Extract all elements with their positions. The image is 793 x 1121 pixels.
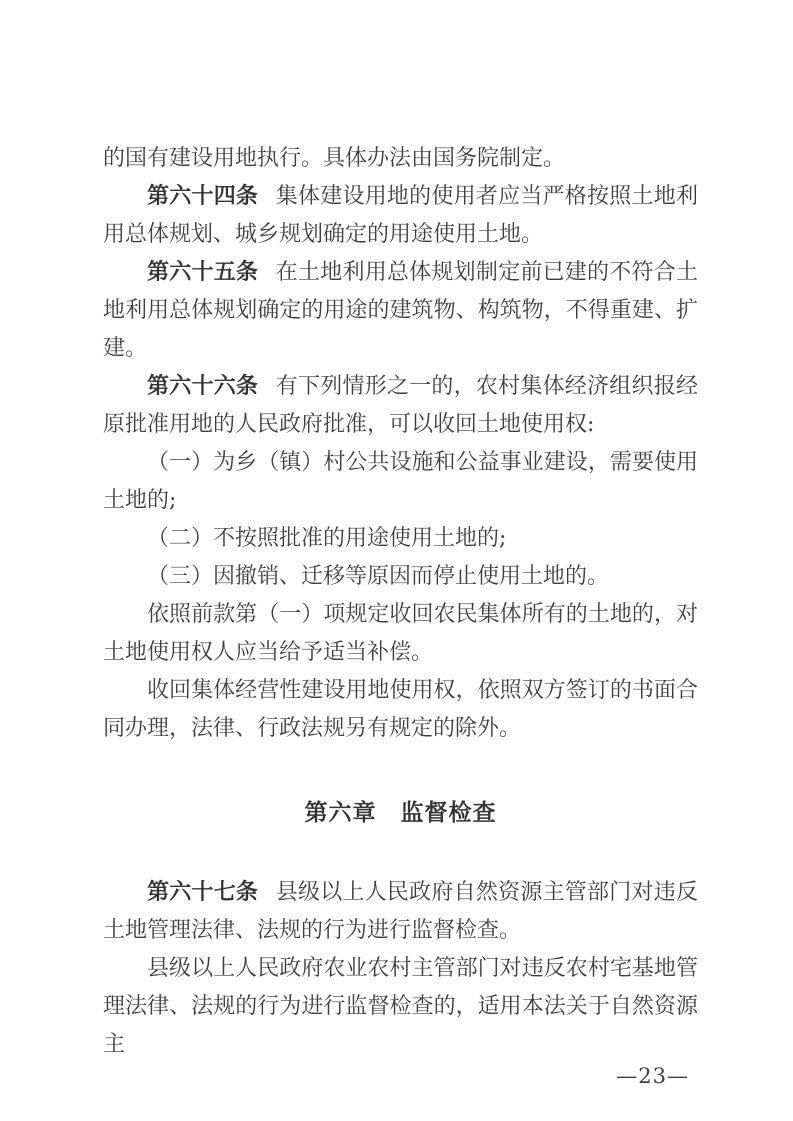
- article-66-text: 有下列情形之一的，农村集体经济组织报经原批准用地的人民政府批准，可以收回土地使用权:: [103, 374, 698, 437]
- document-body: [103, 140, 698, 1064]
- paragraph-article-64: [103, 178, 698, 254]
- article-67-paragraph-2: 县级以上人民政府农业农村主管部门对违反农村宅基地管理法律、法规的行为进行监督检查的，适用本法关于自然资源主: [103, 956, 698, 1057]
- paragraph-article-67: [103, 874, 698, 950]
- article-67-label: 第六十七条: [147, 880, 259, 905]
- article-66-label: 第六十六条: [147, 374, 259, 399]
- article-67-text: 县级以上人民政府自然资源主管部门对违反土地管理法律、法规的行为进行监督检查。: [103, 880, 698, 943]
- paragraph-continuation: 的国有建设用地执行。具体办法由国务院制定。: [103, 146, 566, 171]
- page-number: —23—: [616, 1064, 689, 1088]
- paragraph-article-65: [103, 254, 698, 368]
- article-66-paragraph-3: 收回集体经营性建设用地使用权，依照双方签订的书面合同办理，法律、行政法规另有规定的除外。: [103, 678, 698, 741]
- chapter-heading: 第六章 监督检查: [304, 800, 497, 826]
- article-65-text: 在土地利用总体规划制定前已建的不符合土地利用总体规划确定的用途的建筑物、构筑物，不得重建、扩建。: [103, 260, 698, 361]
- article-66-paragraph-2: 依照前款第（一）项规定收回农民集体所有的土地的，对土地使用权人应当给予适当补偿。: [103, 602, 698, 665]
- article-64-label: 第六十四条: [147, 184, 259, 209]
- article-66-item-1: （一）为乡（镇）村公共设施和公益事业建设，需要使用土地的;: [103, 450, 698, 513]
- article-64-text: 集体建设用地的使用者应当严格按照土地利用总体规划、城乡规划确定的用途使用土地。: [103, 184, 698, 247]
- article-66-item-2: （二）不按照批准的用途使用土地的;: [147, 526, 507, 551]
- paragraph-article-66: [103, 368, 698, 444]
- article-65-label: 第六十五条: [147, 260, 259, 285]
- article-66-item-3: （三）因撤销、迁移等原因而停止使用土地的。: [147, 564, 610, 589]
